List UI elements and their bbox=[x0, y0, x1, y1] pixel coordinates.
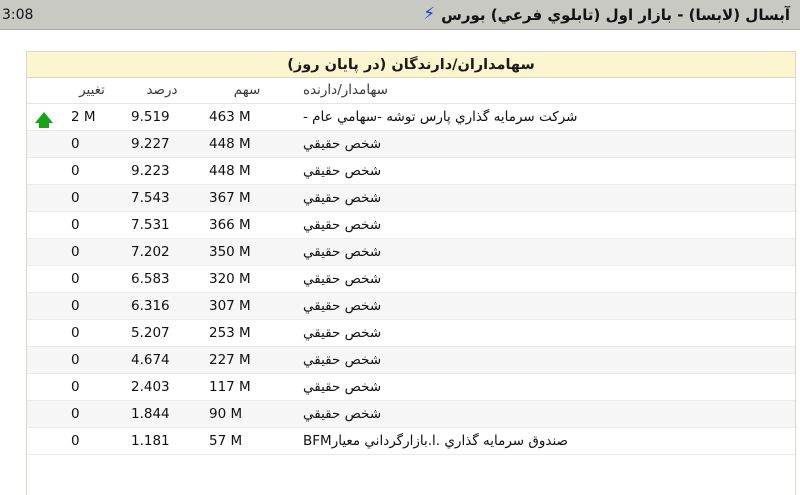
table-row[interactable] bbox=[27, 293, 795, 320]
table-row[interactable] bbox=[27, 266, 795, 293]
page-title: آبسال (لابسا) - بازار اول (تابلوي فرعي) بورس bbox=[441, 5, 790, 24]
table-body bbox=[27, 104, 795, 455]
table-row[interactable] bbox=[27, 104, 795, 131]
cell-trend bbox=[27, 239, 61, 266]
shareholders-table bbox=[27, 78, 795, 455]
cell-holder: شرکت سرمايه گذاري پارس توشه -سهامي عام - bbox=[293, 104, 795, 131]
lightning-bolt-icon: ⚡ bbox=[423, 4, 436, 24]
cell-share: 253 M bbox=[201, 320, 293, 347]
cell-trend bbox=[27, 158, 61, 185]
cell-trend bbox=[27, 104, 61, 131]
cell-percent: 6.316 bbox=[123, 293, 201, 320]
left-gutter bbox=[0, 31, 26, 495]
cell-percent: 9.223 bbox=[123, 158, 201, 185]
cell-percent: 7.531 bbox=[123, 212, 201, 239]
cell-trend bbox=[27, 131, 61, 158]
table-row[interactable] bbox=[27, 347, 795, 374]
table-row[interactable] bbox=[27, 212, 795, 239]
cell-percent: 6.583 bbox=[123, 266, 201, 293]
column-header-percent[interactable]: درصد bbox=[123, 78, 201, 104]
cell-change: 0 bbox=[61, 266, 123, 293]
cell-trend bbox=[27, 185, 61, 212]
table-row[interactable] bbox=[27, 185, 795, 212]
cell-trend bbox=[27, 428, 61, 455]
column-header-change[interactable]: تغییر bbox=[61, 78, 123, 104]
table-row[interactable] bbox=[27, 131, 795, 158]
cell-percent: 1.844 bbox=[123, 401, 201, 428]
cell-percent: 7.543 bbox=[123, 185, 201, 212]
cell-holder: شخص حقيقي bbox=[293, 158, 795, 185]
status-clock: 3:08 bbox=[2, 7, 34, 23]
cell-share: 448 M bbox=[201, 158, 293, 185]
cell-percent: 5.207 bbox=[123, 320, 201, 347]
cell-percent: 4.674 bbox=[123, 347, 201, 374]
cell-change: 0 bbox=[61, 158, 123, 185]
column-header-holder[interactable]: سهامدار/دارنده bbox=[293, 78, 795, 104]
cell-holder: صندوق سرمايه گذاري .ا.بازارگرداني معيارBFM bbox=[293, 428, 795, 455]
cell-holder: شخص حقيقي bbox=[293, 320, 795, 347]
cell-change: 0 bbox=[61, 401, 123, 428]
cell-holder: شخص حقيقي bbox=[293, 185, 795, 212]
table-row[interactable] bbox=[27, 428, 795, 455]
cell-share: 227 M bbox=[201, 347, 293, 374]
cell-holder: شخص حقيقي bbox=[293, 131, 795, 158]
cell-share: 350 M bbox=[201, 239, 293, 266]
cell-holder: شخص حقيقي bbox=[293, 239, 795, 266]
cell-trend bbox=[27, 320, 61, 347]
cell-trend bbox=[27, 374, 61, 401]
cell-change: 2 M bbox=[61, 104, 123, 131]
cell-percent: 9.519 bbox=[123, 104, 201, 131]
cell-change: 0 bbox=[61, 374, 123, 401]
cell-trend bbox=[27, 266, 61, 293]
cell-change: 0 bbox=[61, 347, 123, 374]
cell-holder: شخص حقيقي bbox=[293, 266, 795, 293]
cell-percent: 2.403 bbox=[123, 374, 201, 401]
cell-holder: شخص حقيقي bbox=[293, 401, 795, 428]
table-row[interactable] bbox=[27, 239, 795, 266]
cell-share: 307 M bbox=[201, 293, 293, 320]
cell-share: 117 M bbox=[201, 374, 293, 401]
table-header-row bbox=[27, 78, 795, 104]
cell-share: 463 M bbox=[201, 104, 293, 131]
cell-percent: 1.181 bbox=[123, 428, 201, 455]
cell-change: 0 bbox=[61, 239, 123, 266]
cell-trend bbox=[27, 401, 61, 428]
arrow-up-icon bbox=[35, 112, 53, 123]
table-row[interactable] bbox=[27, 401, 795, 428]
shareholders-panel bbox=[26, 51, 796, 495]
cell-share: 90 M bbox=[201, 401, 293, 428]
table-row[interactable] bbox=[27, 158, 795, 185]
cell-change: 0 bbox=[61, 131, 123, 158]
cell-trend bbox=[27, 293, 61, 320]
cell-share: 367 M bbox=[201, 185, 293, 212]
cell-holder: شخص حقيقي bbox=[293, 293, 795, 320]
title-bar bbox=[0, 0, 800, 30]
cell-share: 366 M bbox=[201, 212, 293, 239]
content-area bbox=[0, 31, 800, 495]
cell-percent: 9.227 bbox=[123, 131, 201, 158]
cell-trend bbox=[27, 212, 61, 239]
table-row[interactable] bbox=[27, 374, 795, 401]
table-row[interactable] bbox=[27, 320, 795, 347]
cell-holder: شخص حقيقي bbox=[293, 212, 795, 239]
column-header-share[interactable]: سهم bbox=[201, 78, 293, 104]
cell-change: 0 bbox=[61, 428, 123, 455]
panel-title: سهامداران/دارندگان (در پایان روز) bbox=[27, 52, 795, 78]
cell-change: 0 bbox=[61, 320, 123, 347]
cell-share: 448 M bbox=[201, 131, 293, 158]
cell-percent: 7.202 bbox=[123, 239, 201, 266]
column-header-flag bbox=[27, 78, 61, 104]
cell-trend bbox=[27, 347, 61, 374]
cell-change: 0 bbox=[61, 185, 123, 212]
cell-share: 57 M bbox=[201, 428, 293, 455]
cell-share: 320 M bbox=[201, 266, 293, 293]
cell-holder: شخص حقيقي bbox=[293, 347, 795, 374]
cell-holder: شخص حقيقي bbox=[293, 374, 795, 401]
cell-change: 0 bbox=[61, 212, 123, 239]
cell-change: 0 bbox=[61, 293, 123, 320]
